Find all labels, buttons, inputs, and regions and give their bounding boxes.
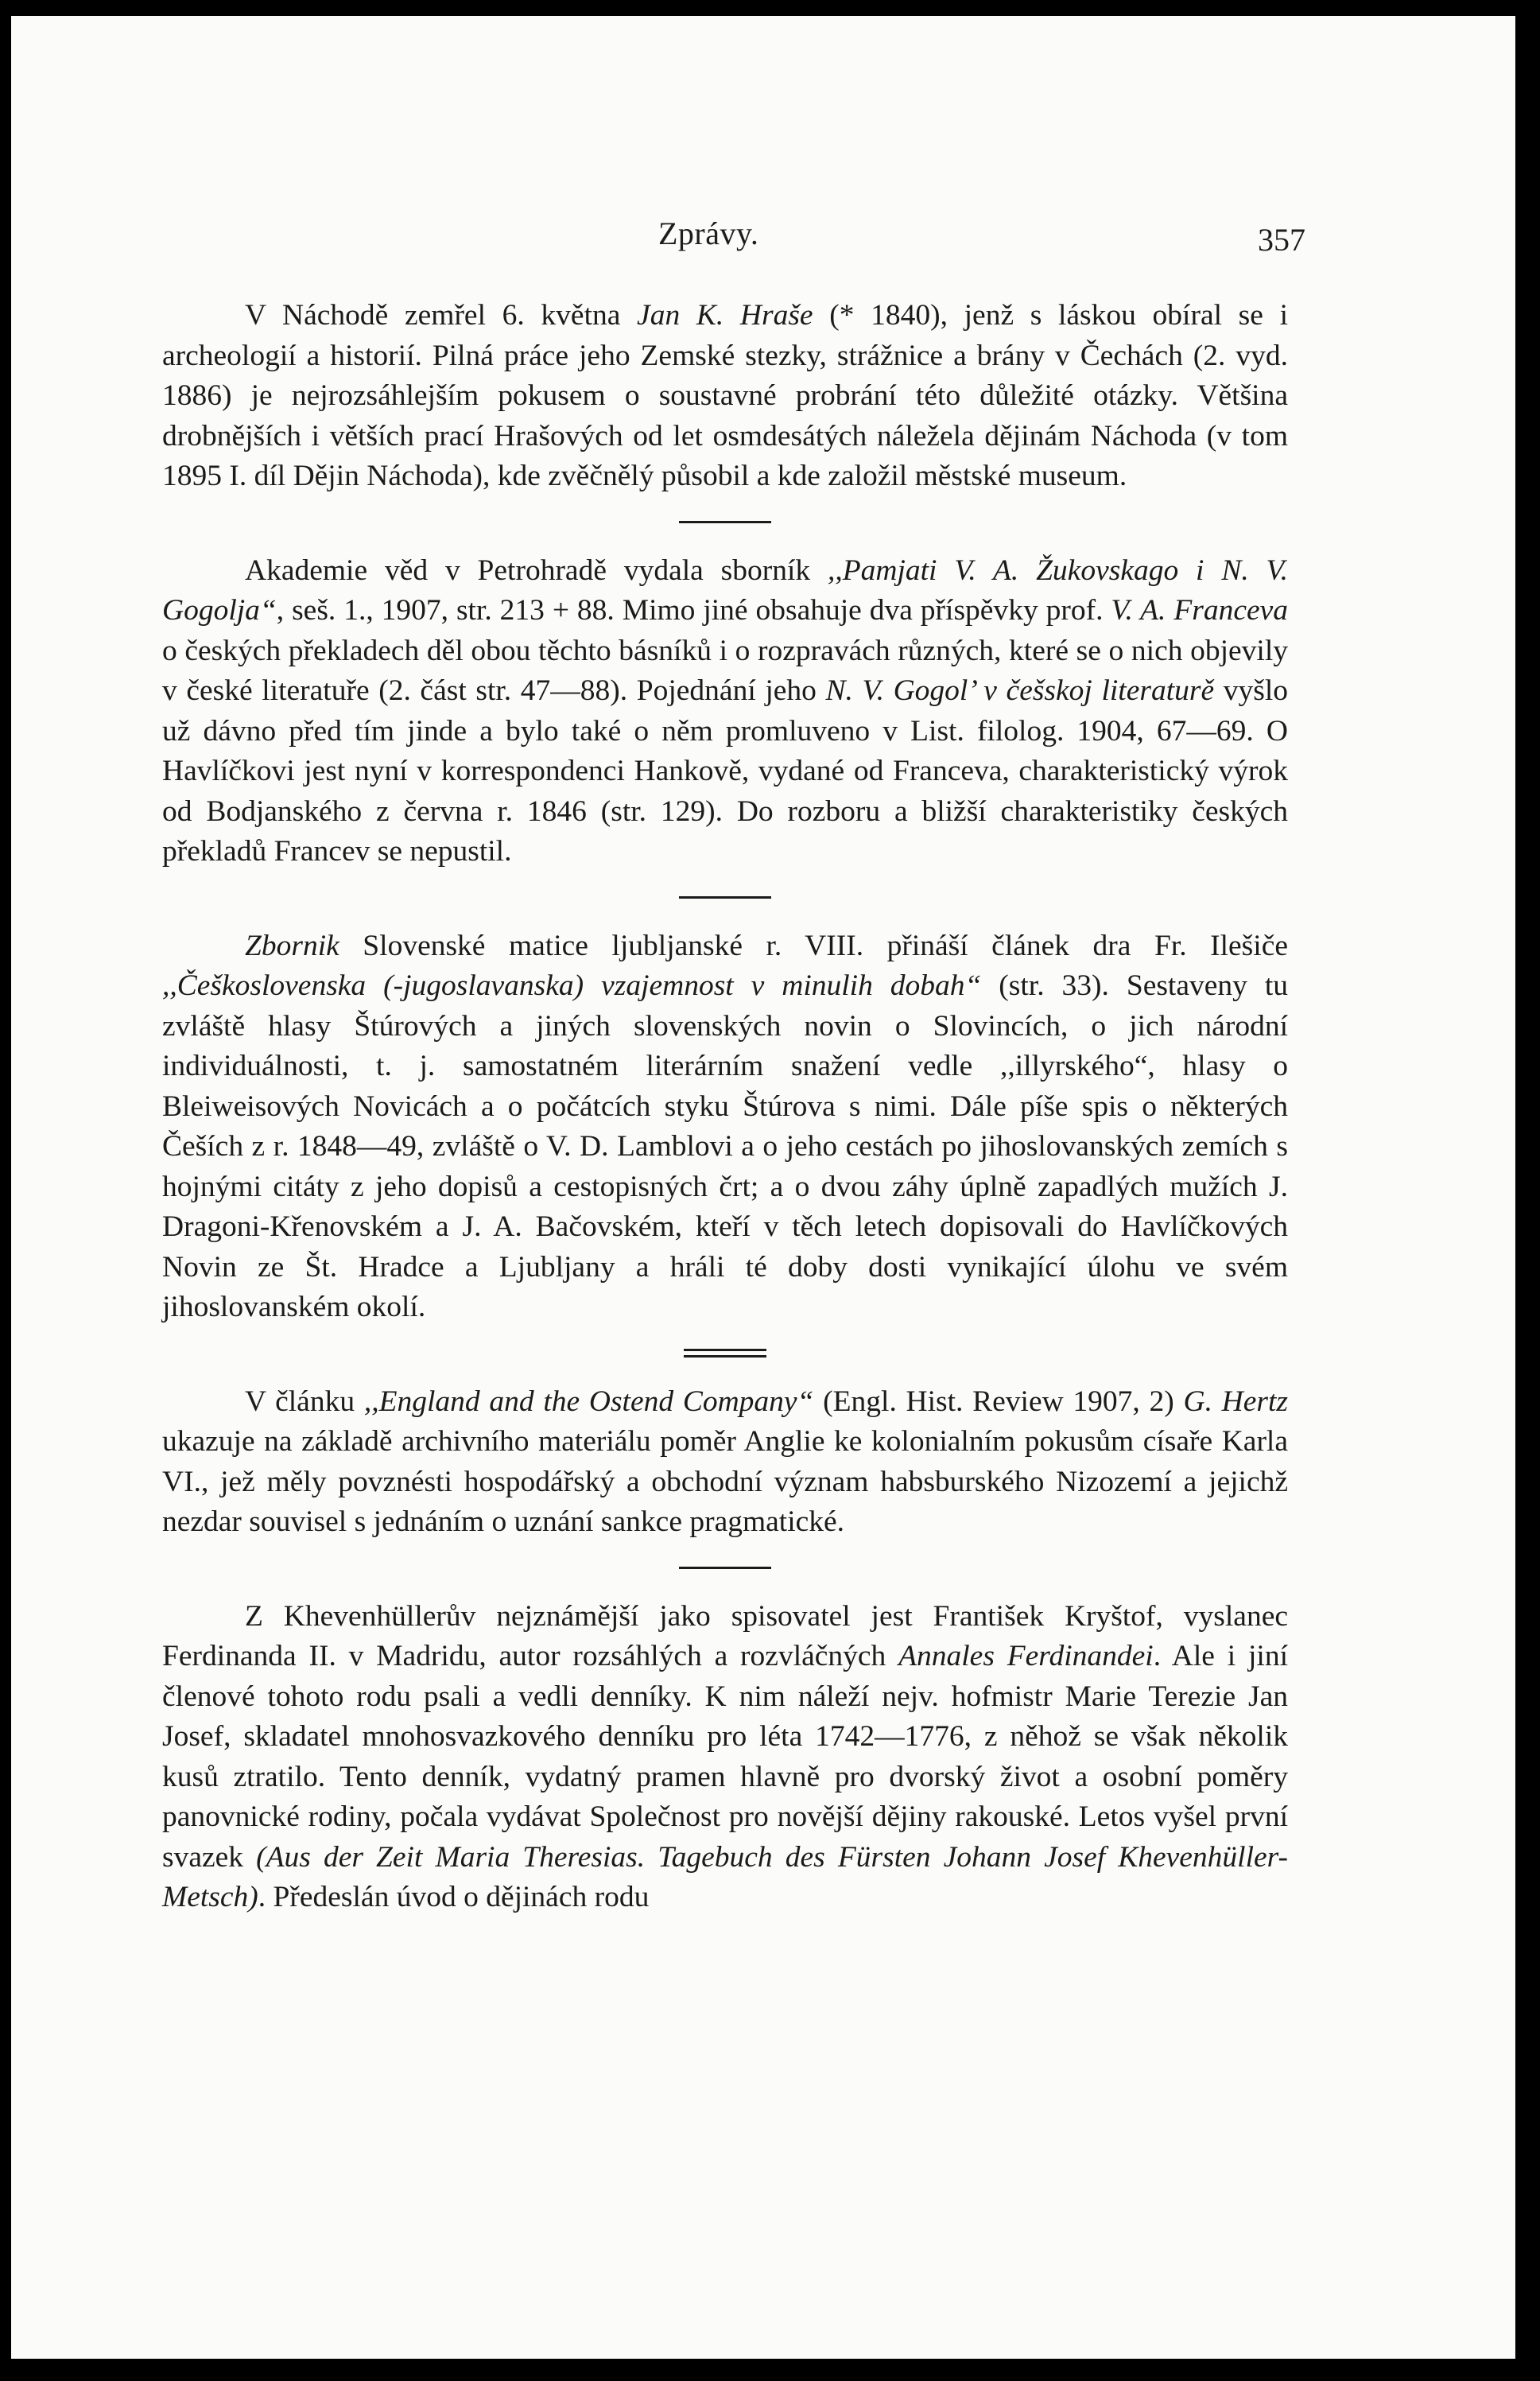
divider-rule bbox=[679, 1567, 771, 1569]
text-run: . Ale i jiní členové tohoto rodu psali a vedli denníky. K nim náleží nejv. hofmistr Marie Terezie Jan Josef, skladatel mnohosvazkového denníku pro léta 1742—1776, z něhož se však několik kusů ztratilo. Tento denník, vydatný pramen hlavně pro dvorský život a osobní poměry panovnické rodiny, počala vydávat Společnost pro novější dějiny rakouské. Letos vyšel první svazek bbox=[162, 1640, 1288, 1874]
title-italic: Annales Ferdinandei bbox=[898, 1640, 1154, 1672]
section-divider bbox=[162, 1543, 1288, 1597]
title-italic: ,,England and the Ostend Company“ bbox=[363, 1385, 814, 1418]
text-run: , seš. 1., 1907, str. 213 + 88. Mimo jiné obsahuje dva příspěvky prof. bbox=[276, 594, 1111, 627]
text-run: (Engl. Hist. Review 1907, 2) bbox=[813, 1385, 1184, 1418]
text-run: ukazuje na základě archivního materiálu poměr Anglie ke kolonialním pokusům císaře Karla VI., jež měly povznésti hospodářský a obchodní význam habsburského Nizozemí a jejichž nezdar souvisel s jednáním o uznání sankce pragmatické. bbox=[162, 1425, 1288, 1538]
text-run: Z Khevenhüllerův nejznámější jako spisovatel jest František Kryštof, vyslanec Ferdinanda II. v Madridu, autor rozsáhlých a rozvláčných bbox=[162, 1599, 1288, 1672]
text-run: vyšlo už dávno před tím jinde a bylo také o něm promluveno v List. filolog. 1904, 67—69. O Havlíčkovi jest nyní v korrespondenci Hankově, vydané od Franceva, charakteristický výrok od Bodjanského z června r. 1846 (str. 129). Do rozboru a bližší charakteristiky českých překladů Francev se nepustil. bbox=[162, 674, 1288, 868]
divider-rule bbox=[679, 896, 771, 899]
paragraph-england bbox=[162, 1382, 1288, 1543]
paragraph-hrase bbox=[162, 296, 1288, 497]
divider-rule bbox=[679, 521, 771, 523]
page-header bbox=[11, 215, 1515, 262]
title-italic: (Aus der Zeit Maria Theresias. Tagebuch des Fürsten Johann Josef Khevenhüller-Metsch) bbox=[162, 1840, 1288, 1913]
text-run: (str. 33). Sestaveny tu zvláště hlasy Štúrových a jiných slovenských novin o Slovincích, o jich národní individuálnosti, t. j. samostatném literárním snažení vedle ,,illyrského“, hlasy o Bleiweisových Novicách a o počátcích styku Štúrova s nimi. Dále píše spis o některých Češích z r. 1848—49, zvláště o V. D. Lamblovi a o jeho cestách po jihoslovanských zemích s hojnými citáty z jeho dopisů a cestopisných črt; a o dvou záhy úplně zapadlých mužích J. Dragoni-Křenovském a J. A. Bačovském, kteří v těch letech dopisovali do Havlíčkových Novin ze Št. Hradce a Ljubljany a hráli té doby dosti vynikající úlohu ve svém jihoslovanském okolí. bbox=[162, 969, 1288, 1323]
text-run: Slovenské matice ljubljanské r. VIII. přináší článek dra Fr. Ilešiče bbox=[339, 929, 1288, 962]
page-body bbox=[162, 296, 1288, 1918]
text-run: o českých překladech děl obou těchto básníků i o rozpravách různých, které se o nich objevily v české literatuře (2. část str. 47—88). Pojednání jeho bbox=[162, 634, 1288, 707]
section-divider bbox=[162, 872, 1288, 926]
paragraph-khevenhuller bbox=[162, 1597, 1288, 1918]
person-name: G. Hertz bbox=[1183, 1385, 1288, 1418]
document-page bbox=[11, 16, 1515, 2359]
title-italic: ,,Češkoslovenska (-jugoslavanska) vzajemnost v minulih dobah“ bbox=[162, 969, 982, 1002]
text-run: (* 1840), jenž s láskou obíral se i archeologií a historií. Pilná práce jeho Zemské stezky, strážnice a brány v Čechách (2. vyd. 1886) je nejrozsáhlejším pokusem o soustavné probrání této důležité otázky. Většina drobnějších i větších prací Hrašových od let osmdesátých náležela dějinám Náchoda (v tom 1895 I. díl Dějin Náchoda), kde zvěčnělý působil a kde založil městské museum. bbox=[162, 299, 1288, 492]
title-italic: Zbornik bbox=[245, 929, 339, 962]
running-head: Zprávy. bbox=[658, 216, 759, 251]
text-run: Akademie věd v Petrohradě vydala sborník bbox=[245, 553, 828, 587]
divider-rule bbox=[684, 1355, 766, 1358]
person-name: Jan K. Hraše bbox=[637, 299, 813, 332]
person-name: V. A. Franceva bbox=[1111, 594, 1289, 627]
page-number: 357 bbox=[1258, 222, 1305, 258]
text-run: V článku bbox=[245, 1385, 364, 1418]
section-divider bbox=[162, 497, 1288, 551]
title-italic: N. V. Gogol’ v češskoj literaturě bbox=[825, 674, 1215, 707]
text-run: . Předeslán úvod o dějinách rodu bbox=[258, 1881, 650, 1913]
paragraph-akademie bbox=[162, 551, 1288, 872]
text-run: V Náchodě zemřel 6. května bbox=[245, 299, 638, 332]
paragraph-zbornik bbox=[162, 926, 1288, 1328]
section-divider-double bbox=[162, 1328, 1288, 1382]
title-italic: ,,Pamjati V. A. Žukovskago i N. V. Gogolja“ bbox=[162, 553, 1289, 627]
divider-rule bbox=[684, 1349, 766, 1351]
